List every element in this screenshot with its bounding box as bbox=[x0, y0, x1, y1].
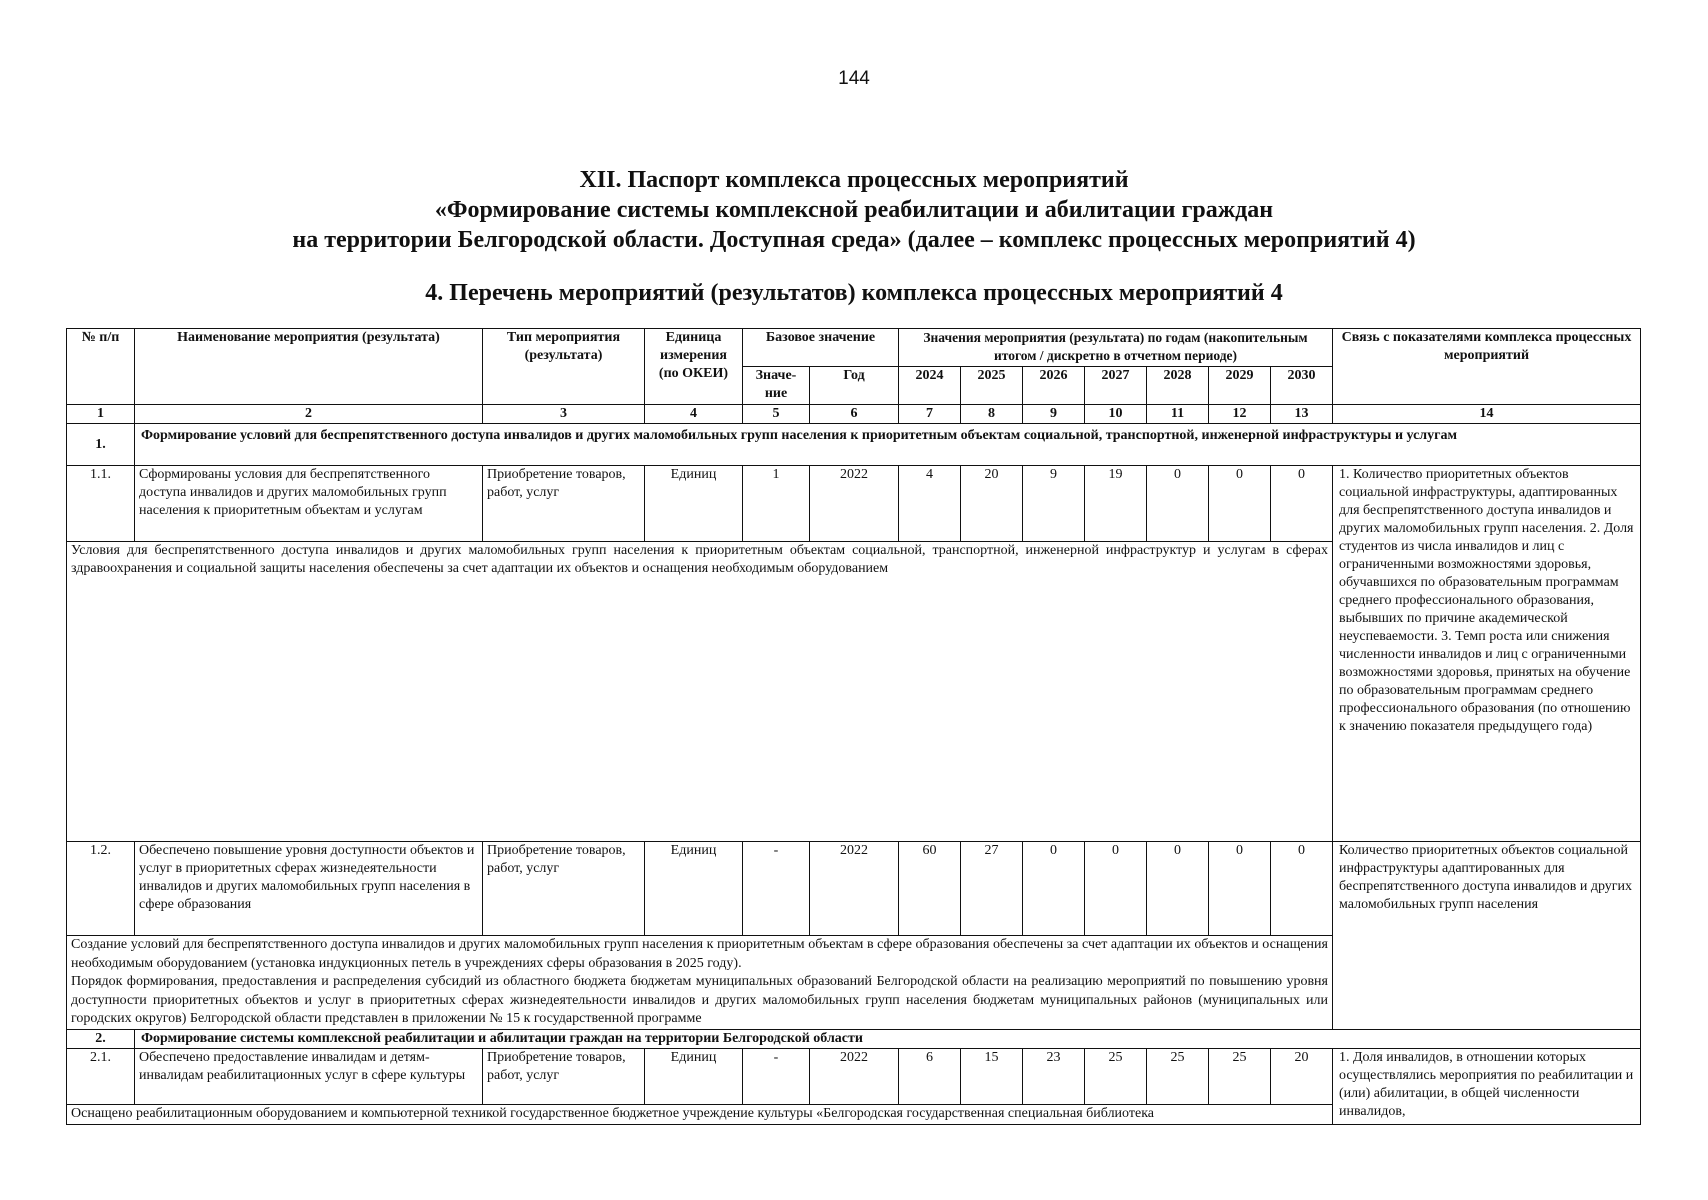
section-row bbox=[67, 424, 1641, 466]
column-number: 11 bbox=[1147, 405, 1209, 424]
column-number: 13 bbox=[1271, 405, 1333, 424]
header-year: 2029 bbox=[1209, 367, 1271, 405]
document-title-line-3: на территории Белгородской области. Доступная среда» (далее – комплекс процессных мероприятий 4) bbox=[292, 227, 1416, 253]
header-base-year: Год bbox=[810, 367, 899, 405]
column-number: 1 bbox=[67, 405, 135, 424]
header-no: № п/п bbox=[67, 329, 135, 405]
description-paragraph: Создание условий для беспрепятственного доступа инвалидов и других маломобильных групп населения к приоритетным объектам в сфере образования обеспечены за счет адаптации их объектов и оснащения необходимым оборудованием (установка индукционных петель в учреждениях сферы образования в 2025 году). bbox=[71, 937, 1328, 971]
column-number: 14 bbox=[1333, 405, 1641, 424]
activity-description: Условия для беспрепятственного доступа инвалидов и других маломобильных групп населения к приоритетным объектам социальной, транспортной, инженерной инфраструктур и услугам в сферах здравоохранения и социальной защиты населения обеспечены за счет адаптации их объектов и оснащения необходимым оборудованием bbox=[67, 542, 1333, 842]
activity-type: Приобретение товаров, работ, услуг bbox=[483, 466, 645, 542]
header-year: 2024 bbox=[899, 367, 961, 405]
year-value: 0 bbox=[1147, 842, 1209, 936]
table-row bbox=[67, 466, 1641, 542]
year-value: 0 bbox=[1209, 842, 1271, 936]
table-header-row-1 bbox=[67, 329, 1641, 367]
activity-description bbox=[67, 936, 1333, 1030]
year-value: 0 bbox=[1271, 842, 1333, 936]
year-value: 25 bbox=[1085, 1049, 1147, 1105]
year-value: 0 bbox=[1085, 842, 1147, 936]
indicator-link: 1. Доля инвалидов, в отношении которых осуществлялись мероприятия по реабилитации и (или) абилитации, в общей численности инвалидов, bbox=[1333, 1049, 1641, 1125]
section-number: 2. bbox=[67, 1030, 135, 1049]
table-row bbox=[67, 1049, 1641, 1105]
table-row bbox=[67, 842, 1641, 936]
section-row bbox=[67, 1030, 1641, 1049]
activity-description: Оснащено реабилитационным оборудованием и компьютерной техникой государственное бюджетное учреждение культуры «Белгородская государственная специальная библиотека bbox=[67, 1105, 1333, 1125]
header-base: Базовое значение bbox=[743, 329, 899, 367]
base-year: 2022 bbox=[810, 842, 899, 936]
base-value: - bbox=[743, 1049, 810, 1105]
year-value: 20 bbox=[1271, 1049, 1333, 1105]
base-year: 2022 bbox=[810, 1049, 899, 1105]
unit: Единиц bbox=[645, 1049, 743, 1105]
section-subtitle: 4. Перечень мероприятий (результатов) комплекса процессных мероприятий 4 bbox=[425, 280, 1283, 306]
header-name: Наименование мероприятия (результата) bbox=[135, 329, 483, 405]
section-title: Формирование условий для беспрепятственного доступа инвалидов и других маломобильных групп населения к приоритетным объектам социальной, транспортной, инженерной инфраструктуры и услугам bbox=[135, 424, 1641, 466]
header-year: 2030 bbox=[1271, 367, 1333, 405]
year-value: 27 bbox=[961, 842, 1023, 936]
document-title-line-2: «Формирование системы комплексной реабилитации и абилитации граждан bbox=[434, 197, 1274, 223]
header-type: Тип мероприятия (результата) bbox=[483, 329, 645, 405]
year-value: 0 bbox=[1271, 466, 1333, 542]
column-number: 3 bbox=[483, 405, 645, 424]
year-value: 6 bbox=[899, 1049, 961, 1105]
base-value: 1 bbox=[743, 466, 810, 542]
column-number: 9 bbox=[1023, 405, 1085, 424]
year-value: 60 bbox=[899, 842, 961, 936]
base-value: - bbox=[743, 842, 810, 936]
description-paragraph: Порядок формирования, предоставления и распределения субсидий из областного бюджета бюджетам муниципальных образований Белгородской области на реализацию мероприятий по повышению уровня доступности приоритетных объектов и услуг в приоритетных сферах жизнедеятельности инвалидов и других маломобильных групп населения бюджетам муниципальных районов (муниципальных или городских округов) Белгородской области представлен в приложении № 15 к государственной программе bbox=[71, 974, 1328, 1027]
column-number: 2 bbox=[135, 405, 483, 424]
activity-name: Обеспечено предоставление инвалидам и детям-инвалидам реабилитационных услуг в сфере культуры bbox=[135, 1049, 483, 1105]
year-value: 0 bbox=[1147, 466, 1209, 542]
column-numbers-row bbox=[67, 405, 1641, 424]
column-number: 7 bbox=[899, 405, 961, 424]
column-number: 6 bbox=[810, 405, 899, 424]
activities-table bbox=[66, 328, 1641, 1125]
column-number: 4 bbox=[645, 405, 743, 424]
year-value: 0 bbox=[1023, 842, 1085, 936]
activity-type: Приобретение товаров, работ, услуг bbox=[483, 842, 645, 936]
unit: Единиц bbox=[645, 466, 743, 542]
year-value: 4 bbox=[899, 466, 961, 542]
header-base-value: Значе-ние bbox=[743, 367, 810, 405]
column-number: 5 bbox=[743, 405, 810, 424]
column-number: 8 bbox=[961, 405, 1023, 424]
year-value: 25 bbox=[1209, 1049, 1271, 1105]
year-value: 15 bbox=[961, 1049, 1023, 1105]
header-unit: Единица измерения (по ОКЕИ) bbox=[645, 329, 743, 405]
year-value: 0 bbox=[1209, 466, 1271, 542]
header-year: 2027 bbox=[1085, 367, 1147, 405]
header-year: 2026 bbox=[1023, 367, 1085, 405]
indicator-link: Количество приоритетных объектов социальной инфраструктуры адаптированных для беспрепятственного доступа инвалидов и других маломобильных групп населения bbox=[1333, 842, 1641, 1030]
year-value: 9 bbox=[1023, 466, 1085, 542]
header-link: Связь с показателями комплекса процессных мероприятий bbox=[1333, 329, 1641, 405]
indicator-link: 1. Количество приоритетных объектов социальной инфраструктуры, адаптированных для беспрепятственного доступа инвалидов и других маломобильных групп населения. 2. Доля студентов из числа инвалидов и лиц с ограниченными возможностями здоровья, обучавшихся по образовательным программам среднего профессионального образования, выбывших по причине академической неуспеваемости. 3. Темп роста или снижения численности инвалидов и лиц с ограниченными возможностями здоровья, принятых на обучение по образовательным программам среднего профессионального образования (по отношению к значению показателя предыдущего года) bbox=[1333, 466, 1641, 842]
row-number: 2.1. bbox=[67, 1049, 135, 1105]
year-value: 23 bbox=[1023, 1049, 1085, 1105]
activity-name: Сформированы условия для беспрепятственного доступа инвалидов и других маломобильных групп населения к приоритетным объектам и услугам bbox=[135, 466, 483, 542]
section-number: 1. bbox=[67, 424, 135, 466]
row-number: 1.1. bbox=[67, 466, 135, 542]
year-value: 25 bbox=[1147, 1049, 1209, 1105]
year-value: 20 bbox=[961, 466, 1023, 542]
activity-name: Обеспечено повышение уровня доступности объектов и услуг в приоритетных сферах жизнедеятельности инвалидов и других маломобильных групп населения в сфере образования bbox=[135, 842, 483, 936]
header-year: 2028 bbox=[1147, 367, 1209, 405]
section-title: Формирование системы комплексной реабилитации и абилитации граждан на территории Белгородской области bbox=[135, 1030, 1641, 1049]
header-year: 2025 bbox=[961, 367, 1023, 405]
base-year: 2022 bbox=[810, 466, 899, 542]
document-title-line-1: XII. Паспорт комплекса процессных мероприятий bbox=[579, 167, 1129, 193]
column-number: 12 bbox=[1209, 405, 1271, 424]
year-value: 19 bbox=[1085, 466, 1147, 542]
page-number: 144 bbox=[838, 68, 870, 89]
column-number: 10 bbox=[1085, 405, 1147, 424]
row-number: 1.2. bbox=[67, 842, 135, 936]
header-years-group: Значения мероприятия (результата) по годам (накопительным итогом / дискретно в отчетном периоде) bbox=[899, 329, 1333, 367]
unit: Единиц bbox=[645, 842, 743, 936]
activity-type: Приобретение товаров, работ, услуг bbox=[483, 1049, 645, 1105]
